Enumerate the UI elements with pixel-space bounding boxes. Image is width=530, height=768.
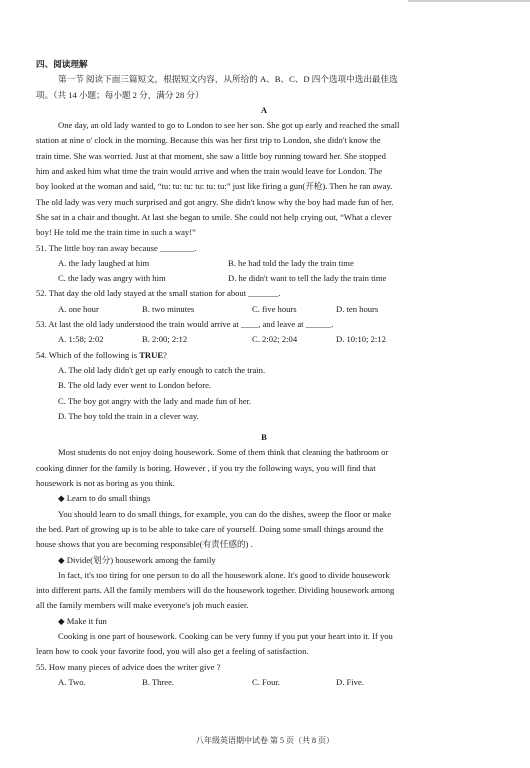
option-d: D. Five. — [336, 676, 364, 687]
question-54-stem-pre: 54. Which of the following is — [36, 349, 140, 360]
passage-a-line: She sat in a chair and thought. At last she began to smile. She could not help crying out, “What a clever — [36, 211, 392, 222]
option-c: C. The boy got angry with the lady and made fun of her. — [58, 395, 252, 406]
question-54-stem-post: ? — [163, 349, 167, 360]
option-d: D. The boy told the train in a clever way. — [58, 410, 199, 421]
question-52-stem: 52. That day the old lady stayed at the small station for about _______. — [36, 288, 281, 299]
tip-heading-2: ◆ Divide(划分) housework among the family — [58, 554, 216, 565]
option-c: C. 2:02; 2:04 — [252, 334, 298, 345]
tip-1-line: the bed. Part of growing up is to be able to take care of yourself. Doing some small things around the — [36, 523, 384, 534]
tip-3-line: Cooking is one part of housework. Cooking can be very funny if you put your heart into it. If you — [58, 630, 393, 641]
passage-a-label: A — [260, 104, 268, 115]
option-b: B. Three. — [142, 676, 175, 687]
page-footer: 八年级英语期中试卷 第 5 页（共 8 页） — [196, 736, 334, 745]
question-52-options — [36, 302, 492, 317]
passage-a-line: boy looked at the woman and said, “tu: tu: tu: tu: tu: tu:” just like firing a gun(开枪). Then he ran away. — [36, 181, 393, 192]
option-d: D. ten hours — [336, 303, 379, 314]
passage-b-intro-line: cooking dinner for the family is boring. However , if you try the following ways, you will find that — [36, 462, 376, 473]
question-54-stem — [36, 348, 492, 363]
passage-a-line: station at nine o' clock in the morning. Because this was her first trip to London, she didn't know the — [36, 135, 381, 146]
section-title: 四、阅读理解 — [36, 59, 88, 69]
option-b: B. two minutes — [142, 303, 195, 314]
passage-a-line: train time. She was worried. Just at that moment, she saw a little boy running toward her. She stopped — [36, 150, 386, 161]
option-c: C. the lady was angry with him — [58, 273, 166, 284]
exam-page — [36, 57, 492, 690]
question-53-options — [36, 332, 492, 347]
instruction-line-1: 第一节 阅读下面三篇短文，根据短文内容，从所给的 A、B、C、D 四个选项中选出最佳选 — [58, 74, 398, 85]
tip-heading-3: ◆ Make it fun — [58, 615, 107, 626]
passage-a-line: him and asked him what time the train would arrive and when the train would leave for London. The — [36, 166, 383, 177]
option-c: C. five hours — [252, 303, 297, 314]
option-a: A. 1:58; 2:02 — [58, 334, 104, 345]
tip-1-line: house shows that you are becoming responsible(有责任感的) . — [36, 539, 253, 550]
question-51-stem: 51. The little boy ran away because ________. — [36, 242, 197, 253]
question-51-options-row-1 — [36, 256, 492, 271]
option-c: C. Four. — [252, 676, 280, 687]
tip-2-line: In fact, it's too tiring for one person to do all the housework alone. It's good to divide housework — [58, 569, 390, 580]
passage-b-intro-line: housework is not as boring as you think. — [36, 478, 175, 489]
passage-b-label: B — [261, 432, 267, 443]
question-55-stem: 55. How many pieces of advice does the writer give ? — [36, 661, 221, 672]
passage-b-intro-line: Most students do not enjoy doing housework. Some of them think that cleaning the bathroom or — [58, 447, 389, 458]
question-54-stem-bold: TRUE — [139, 349, 164, 360]
tip-2-line: all the family members will make everyone's job much easier. — [36, 600, 249, 611]
option-d: D. he didn't want to tell the lady the train time — [228, 273, 387, 284]
tip-2-line: into different parts. All the family members will do the housework together. Dividing housework among — [36, 585, 395, 596]
tip-1-line: You should learn to do small things, for example, you can do the dishes, sweep the floor or make — [58, 508, 392, 519]
option-b: B. he had told the lady the train time — [228, 257, 354, 268]
option-d: D. 10:10; 2:12 — [336, 334, 386, 345]
question-51-options-row-2 — [36, 271, 492, 286]
option-a: A. Two. — [58, 676, 86, 687]
passage-a-line: One day, an old lady wanted to go to London to see her son. She got up early and reached the small — [58, 120, 400, 131]
passage-a-line: boy! He told me the train time in such a way!” — [36, 227, 196, 238]
option-b: B. 2:00; 2:12 — [142, 334, 188, 345]
option-b: B. The old lady ever went to London before. — [58, 380, 212, 391]
question-53-stem: 53. At last the old lady understood the train would arrive at ____, and leave at ______. — [36, 319, 334, 330]
passage-a-line: The old lady was very much surprised and got angry. She didn't know why the boy had made fun of her. — [36, 196, 394, 207]
top-edge-line — [408, 0, 530, 2]
option-a: A. the lady laughed at him — [58, 257, 150, 268]
passage-b — [36, 445, 492, 659]
passage-a — [36, 118, 492, 240]
tip-heading-1: ◆ Learn to do small things — [58, 493, 151, 504]
question-55-options — [36, 675, 492, 690]
option-a: A. one hour — [58, 303, 99, 314]
tip-3-line: learn how to cook your favorite food, you will also get a feeling of satisfaction. — [36, 646, 309, 657]
instruction-line-2: 项。（共 14 小题；每小题 2 分，满分 28 分） — [36, 89, 204, 100]
option-a: A. The old lady didn't get up early enough to catch the train. — [58, 364, 266, 375]
